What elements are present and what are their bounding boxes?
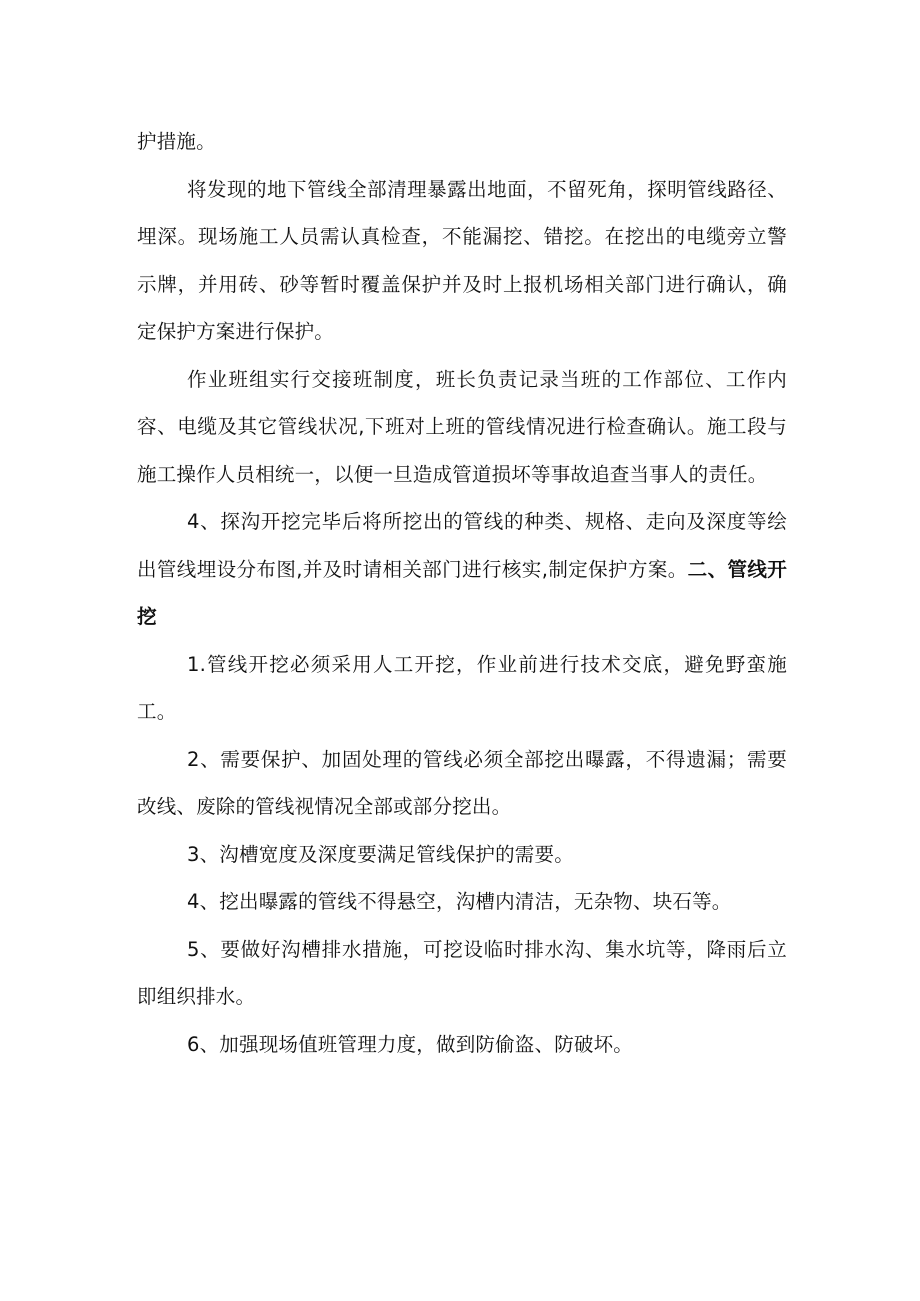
paragraph-text: 将发现的地下管线全部清理暴露出地面，不留死角，探明管线路径、埋深。现场施工人员需认真检查，不能漏挖、错挖。在挖出的电缆旁立警示牌，并用砖、砂等暂时覆盖保护并及时上报机场相关部门进行确认，确定保护方案进行保护。 xyxy=(137,177,787,343)
paragraph-text: 护措施。 xyxy=(137,130,216,153)
paragraph-text: 1.管线开挖必须采用人工开挖，作业前进行技术交底，避免野蛮施工。 xyxy=(137,652,787,723)
paragraph-pipeline-exposure xyxy=(137,166,787,356)
paragraph-text: 6、加强现场值班管理力度，做到防偷盗、防破坏。 xyxy=(187,1032,634,1056)
paragraph-shift-handover xyxy=(137,356,787,499)
paragraph-text: 3、沟槽宽度及深度要满足管线保护的需要。 xyxy=(187,842,574,866)
list-item-6 xyxy=(137,1021,787,1069)
paragraph-text: 2、需要保护、加固处理的管线必须全部挖出曝露，不得遗漏；需要改线、废除的管线视情况全部或部分挖出。 xyxy=(137,747,787,818)
paragraph-text: 4、挖出曝露的管线不得悬空，沟槽内清洁，无杂物、块石等。 xyxy=(187,890,732,913)
list-item-5 xyxy=(137,926,787,1021)
paragraph-item-4-survey xyxy=(137,498,787,641)
section-heading: 二、管线开挖 xyxy=(137,557,787,628)
list-item-3 xyxy=(137,831,787,879)
paragraph-text: 4、探沟开挖完毕后将所挖出的管线的种类、规格、走向及深度等绘出管线埋设分布图,并及时请相关部门进行核实,制定保护方案。 xyxy=(137,510,787,581)
paragraph-text: 作业班组实行交接班制度，班长负责记录当班的工作部位、工作内容、电缆及其它管线状况,下班对上班的管线情况进行检查确认。施工段与施工操作人员相统一，以便一旦造成管道损坏等事故追查当事人的责任。 xyxy=(137,367,787,486)
paragraph-text: 5、要做好沟槽排水措施，可挖设临时排水沟、集水坑等，降雨后立即组织排水。 xyxy=(137,937,787,1008)
list-item-1 xyxy=(137,641,787,736)
list-item-4 xyxy=(137,878,787,926)
list-item-2 xyxy=(137,736,787,831)
document-body xyxy=(137,118,787,1068)
paragraph-continuation xyxy=(137,118,787,166)
